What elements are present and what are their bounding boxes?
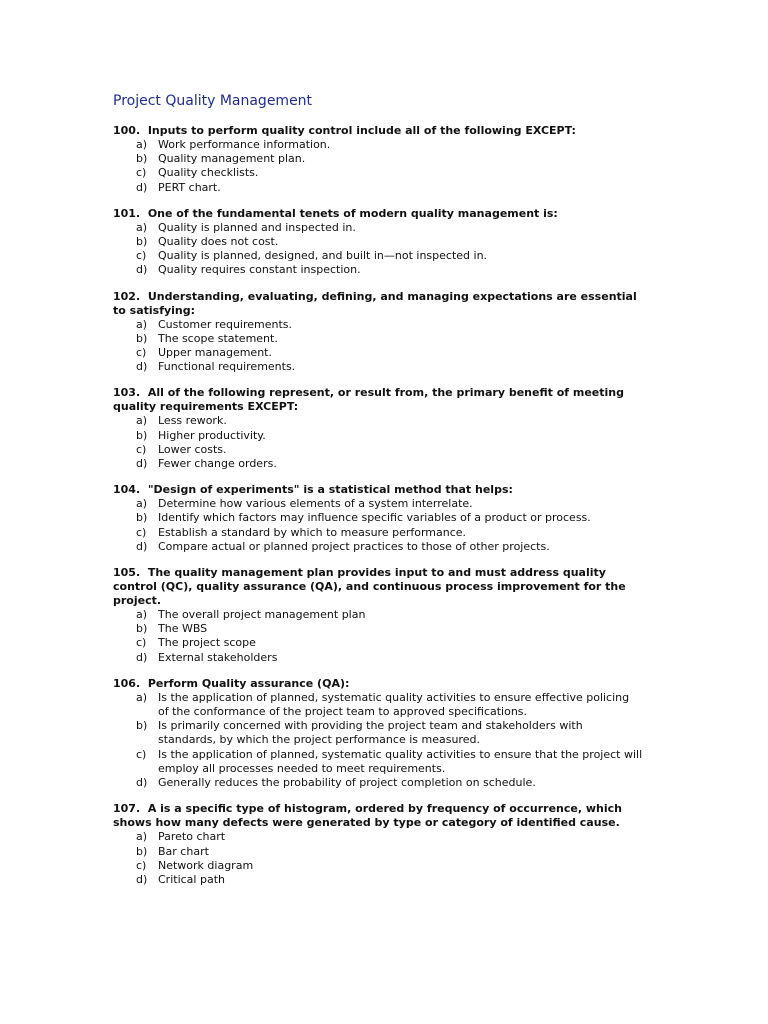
option-text: Quality is planned, designed, and built in—not inspected in. xyxy=(158,249,488,263)
answer-option xyxy=(113,873,653,887)
answer-option xyxy=(113,263,653,277)
question-text xyxy=(113,207,653,221)
question-text xyxy=(113,677,653,691)
option-text: Lower costs. xyxy=(158,442,227,456)
option-letter: c) xyxy=(136,442,147,456)
answer-option xyxy=(113,318,653,332)
question-prompt: "Design of experiments" is a statistical method that helps: xyxy=(147,483,513,497)
question-item xyxy=(113,124,653,195)
answer-option xyxy=(113,845,653,859)
option-text: PERT chart. xyxy=(158,180,221,194)
question-text xyxy=(113,124,653,138)
question-text xyxy=(113,566,653,608)
question-number: 104. xyxy=(113,483,141,497)
answer-option xyxy=(113,622,653,636)
option-text: Pareto chart xyxy=(158,830,226,844)
option-letter: b) xyxy=(136,428,148,442)
question-item xyxy=(113,677,653,790)
question-text xyxy=(113,290,653,318)
question-number: 107. xyxy=(113,802,141,816)
question-prompt: All of the following represent, or result from, the primary benefit of meeting quality requirements EXCEPT: xyxy=(113,386,624,414)
option-letter: b) xyxy=(136,152,148,166)
option-text: The overall project management plan xyxy=(158,608,366,622)
option-text: Quality requires constant inspection. xyxy=(158,263,361,277)
answer-option xyxy=(113,608,653,622)
answer-option xyxy=(113,332,653,346)
option-text: The WBS xyxy=(158,622,208,636)
question-number: 105. xyxy=(113,566,141,580)
option-letter: b) xyxy=(136,719,148,733)
option-text: Less rework. xyxy=(158,414,227,428)
option-text: Bar chart xyxy=(158,844,209,858)
question-prompt: The quality management plan provides input to and must address quality control (QC), quality assurance (QA), and continuous process improvement for the project. xyxy=(113,566,626,608)
answer-option xyxy=(113,859,653,873)
option-letter: b) xyxy=(136,331,148,345)
answer-options xyxy=(113,497,653,554)
option-text: Is primarily concerned with providing the project team and stakeholders with standards, by which the project performance is measured. xyxy=(158,719,583,747)
option-letter: a) xyxy=(136,414,148,428)
answer-option xyxy=(113,748,653,776)
question-number: 106. xyxy=(113,676,141,690)
option-text: Establish a standard by which to measure performance. xyxy=(158,525,467,539)
option-letter: a) xyxy=(136,497,148,511)
question-number: 103. xyxy=(113,386,141,400)
option-letter: c) xyxy=(136,636,147,650)
answer-option xyxy=(113,830,653,844)
option-letter: b) xyxy=(136,844,148,858)
answer-option xyxy=(113,138,653,152)
option-letter: a) xyxy=(136,830,148,844)
option-text: Fewer change orders. xyxy=(158,457,277,471)
answer-option xyxy=(113,346,653,360)
option-letter: d) xyxy=(136,650,148,664)
option-letter: d) xyxy=(136,263,148,277)
question-prompt: One of the fundamental tenets of modern quality management is: xyxy=(147,206,558,220)
question-text xyxy=(113,483,653,497)
option-letter: c) xyxy=(136,249,147,263)
question-item xyxy=(113,802,653,887)
question-number: 101. xyxy=(113,206,141,220)
answer-option xyxy=(113,511,653,525)
option-text: Quality checklists. xyxy=(158,166,259,180)
option-text: Identify which factors may influence specific variables of a product or process. xyxy=(158,511,591,525)
answer-option xyxy=(113,166,653,180)
option-text: Is the application of planned, systematic quality activities to ensure effective policing of the conformance of the project team to approved specifications. xyxy=(158,690,630,719)
option-letter: b) xyxy=(136,511,148,525)
question-item xyxy=(113,483,653,554)
option-text: Customer requirements. xyxy=(158,317,293,331)
option-text: Is the application of planned, systematic quality activities to ensure that the project will employ all processes needed to meet requirements. xyxy=(158,747,643,775)
answer-option xyxy=(113,181,653,195)
option-text: The project scope xyxy=(158,636,256,650)
option-text: Higher productivity. xyxy=(158,428,266,442)
question-item xyxy=(113,566,653,665)
option-text: Quality management plan. xyxy=(158,152,306,166)
option-letter: d) xyxy=(136,360,148,374)
option-letter: a) xyxy=(136,317,148,331)
answer-option xyxy=(113,443,653,457)
answer-option xyxy=(113,540,653,554)
option-text: Network diagram xyxy=(158,858,254,872)
option-letter: d) xyxy=(136,457,148,471)
question-list xyxy=(113,124,653,887)
question-prompt: A is a specific type of histogram, ordered by frequency of occurrence, which shows how many defects were generated by type or category of identified cause. xyxy=(113,802,622,830)
option-letter: b) xyxy=(136,235,148,249)
question-number: 102. xyxy=(113,289,141,303)
answer-options xyxy=(113,138,653,195)
answer-option xyxy=(113,719,653,747)
question-prompt: Understanding, evaluating, defining, and managing expectations are essential to satisfying: xyxy=(113,289,637,317)
option-letter: a) xyxy=(136,138,148,151)
option-text: Quality is planned and inspected in. xyxy=(158,220,356,234)
option-text: Determine how various elements of a system interrelate. xyxy=(158,497,473,511)
option-text: External stakeholders xyxy=(158,650,278,664)
answer-options xyxy=(113,221,653,278)
option-text: Generally reduces the probability of project completion on schedule. xyxy=(158,776,536,790)
answer-options xyxy=(113,691,653,790)
option-letter: c) xyxy=(136,346,147,360)
option-letter: d) xyxy=(136,872,148,886)
answer-options xyxy=(113,830,653,887)
option-letter: a) xyxy=(136,690,148,704)
question-item xyxy=(113,386,653,471)
option-letter: c) xyxy=(136,166,147,180)
question-prompt: Perform Quality assurance (QA): xyxy=(147,676,350,690)
answer-option xyxy=(113,152,653,166)
answer-option xyxy=(113,457,653,471)
answer-option xyxy=(113,651,653,665)
page-title: Project Quality Management xyxy=(113,93,313,109)
question-number: 100. xyxy=(113,124,141,137)
question-prompt: Inputs to perform quality control include all of the following EXCEPT: xyxy=(147,124,576,137)
option-text: Compare actual or planned project practices to those of other projects. xyxy=(158,539,550,553)
option-letter: b) xyxy=(136,622,148,636)
option-letter: a) xyxy=(136,608,148,622)
option-letter: c) xyxy=(136,747,147,761)
option-text: Work performance information. xyxy=(158,138,331,151)
option-letter: c) xyxy=(136,858,147,872)
answer-option xyxy=(113,691,653,719)
answer-option xyxy=(113,776,653,790)
option-letter: c) xyxy=(136,525,147,539)
option-letter: d) xyxy=(136,180,148,194)
answer-options xyxy=(113,608,653,665)
answer-option xyxy=(113,526,653,540)
answer-option xyxy=(113,360,653,374)
document-page xyxy=(113,92,653,899)
option-text: Upper management. xyxy=(158,346,272,360)
option-text: Critical path xyxy=(158,872,225,886)
question-text xyxy=(113,386,653,414)
question-item xyxy=(113,207,653,278)
option-text: Functional requirements. xyxy=(158,360,296,374)
question-text xyxy=(113,802,653,830)
option-text: Quality does not cost. xyxy=(158,235,279,249)
answer-options xyxy=(113,414,653,471)
answer-option xyxy=(113,249,653,263)
answer-option xyxy=(113,429,653,443)
answer-option xyxy=(113,636,653,650)
answer-options xyxy=(113,318,653,375)
option-letter: a) xyxy=(136,220,148,234)
option-letter: d) xyxy=(136,776,148,790)
answer-option xyxy=(113,414,653,428)
answer-option xyxy=(113,235,653,249)
answer-option xyxy=(113,221,653,235)
option-letter: d) xyxy=(136,539,148,553)
answer-option xyxy=(113,497,653,511)
question-item xyxy=(113,290,653,375)
option-text: The scope statement. xyxy=(158,331,278,345)
